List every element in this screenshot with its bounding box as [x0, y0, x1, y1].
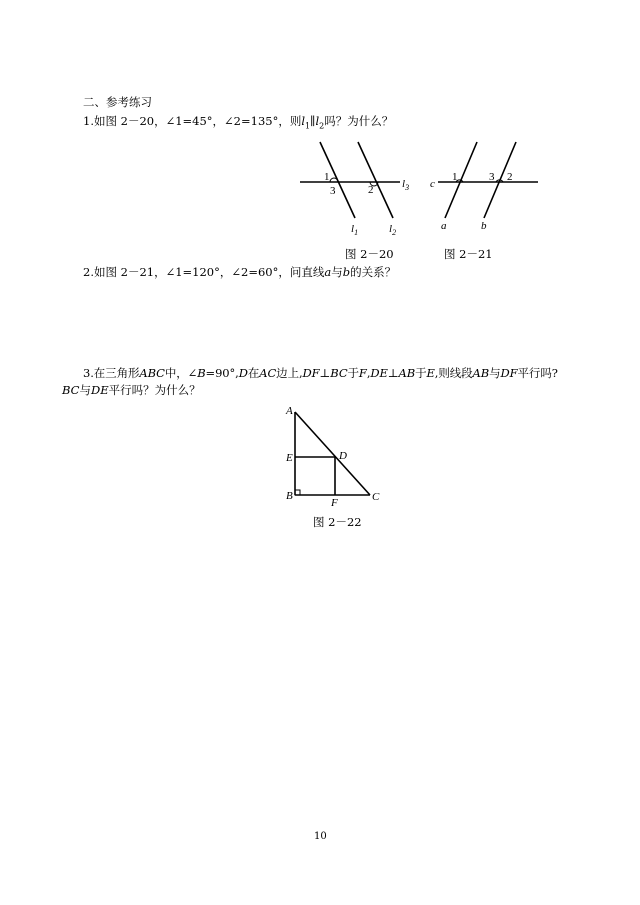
- fig20-label-l2-sub: 2: [392, 228, 397, 237]
- fig21-label-3: 3: [489, 171, 495, 183]
- q3-text-13: 平行吗?: [517, 366, 558, 380]
- q2-a: a: [324, 265, 332, 279]
- q3-text-2: 中，∠: [164, 366, 198, 380]
- q1-parallel: ∥: [310, 114, 316, 128]
- section-title: 二、参考练习: [83, 95, 152, 109]
- q3-ab: AB: [398, 366, 416, 380]
- q3-ac: AC: [259, 366, 277, 380]
- fig20-label-3: 3: [330, 185, 336, 197]
- fig20-label-l1-letter: l: [351, 223, 355, 235]
- question-1-lead: 1.如图 2－20，∠1=45°，∠2=135°，则: [83, 114, 302, 128]
- q3-abc: ABC: [139, 366, 165, 380]
- q3-df: DF: [302, 366, 320, 380]
- fig20-label-l2-letter: l: [389, 223, 393, 235]
- fig22-side-ac: [295, 412, 370, 495]
- question-2-lead: 2.如图 2－21，∠1=120°，∠2=60°，问直线: [83, 265, 325, 279]
- q1-l2-sub: 2: [319, 121, 325, 131]
- q3-d: D: [238, 366, 248, 380]
- q3-de: DE: [370, 366, 388, 380]
- fig20-label-2: 2: [368, 184, 374, 196]
- q3-line2-text-1: 与: [79, 383, 91, 397]
- q3-line2-de: DE: [90, 383, 109, 397]
- q3-text-9: ⊥: [387, 366, 399, 380]
- fig20-label-l3-sub: 3: [405, 183, 410, 192]
- fig21-caption: 图 2－21: [444, 247, 493, 261]
- fig20-label-1: 1: [324, 171, 330, 183]
- fig22-label-E: E: [286, 452, 293, 464]
- fig22-label-D: D: [339, 450, 347, 462]
- q2-b: b: [342, 265, 351, 279]
- q1-l1-sub: 1: [305, 121, 311, 131]
- fig22-label-C: C: [372, 491, 380, 503]
- fig20-label-l3-letter: l: [402, 178, 406, 190]
- q3-text-5: 边上,: [276, 366, 303, 380]
- q3-text-11: ,则线段: [434, 366, 473, 380]
- fig21-label-c: c: [430, 178, 435, 190]
- q3-text-7: 于: [347, 366, 359, 380]
- q3-line2-text-2: 平行吗？为什么？: [108, 383, 201, 397]
- q3-text-8: ,: [366, 366, 371, 380]
- q1-l1: l: [301, 114, 306, 128]
- fig22-label-F: F: [331, 497, 338, 509]
- fig22-caption: 图 2－22: [313, 515, 362, 529]
- question-2-tail: 的关系？: [350, 265, 397, 279]
- q1-l2: l: [315, 114, 320, 128]
- q3-bc: BC: [330, 366, 348, 380]
- fig21-label-2: 2: [507, 171, 513, 183]
- fig21-label-b: b: [481, 220, 487, 232]
- fig21-label-1: 1: [452, 171, 458, 183]
- q3-df2: DF: [500, 366, 518, 380]
- q3-text-1: 3.在三角形: [83, 366, 140, 380]
- q3-line2-bc: BC: [62, 383, 80, 397]
- q3-text-4: 在: [247, 366, 260, 380]
- q3-e: E: [426, 366, 435, 380]
- q3-f: F: [358, 366, 367, 380]
- q3-text-3: =90°,: [205, 366, 239, 380]
- q2-mid: 与: [331, 265, 343, 279]
- question-1-tail: 吗？为什么？: [324, 114, 394, 128]
- fig22-label-B: B: [286, 490, 293, 502]
- q3-text-10: 于: [415, 366, 427, 380]
- q3-b: B: [197, 366, 206, 380]
- fig21-label-a: a: [441, 220, 447, 232]
- q3-text-6: ⊥: [319, 366, 331, 380]
- q3-ab2: AB: [472, 366, 490, 380]
- page-number: 10: [314, 831, 327, 842]
- q3-text-12: 与: [489, 366, 501, 380]
- fig20-label-l1-sub: 1: [354, 228, 359, 237]
- fig22-label-A: A: [286, 405, 293, 417]
- fig20-caption: 图 2－20: [345, 247, 394, 261]
